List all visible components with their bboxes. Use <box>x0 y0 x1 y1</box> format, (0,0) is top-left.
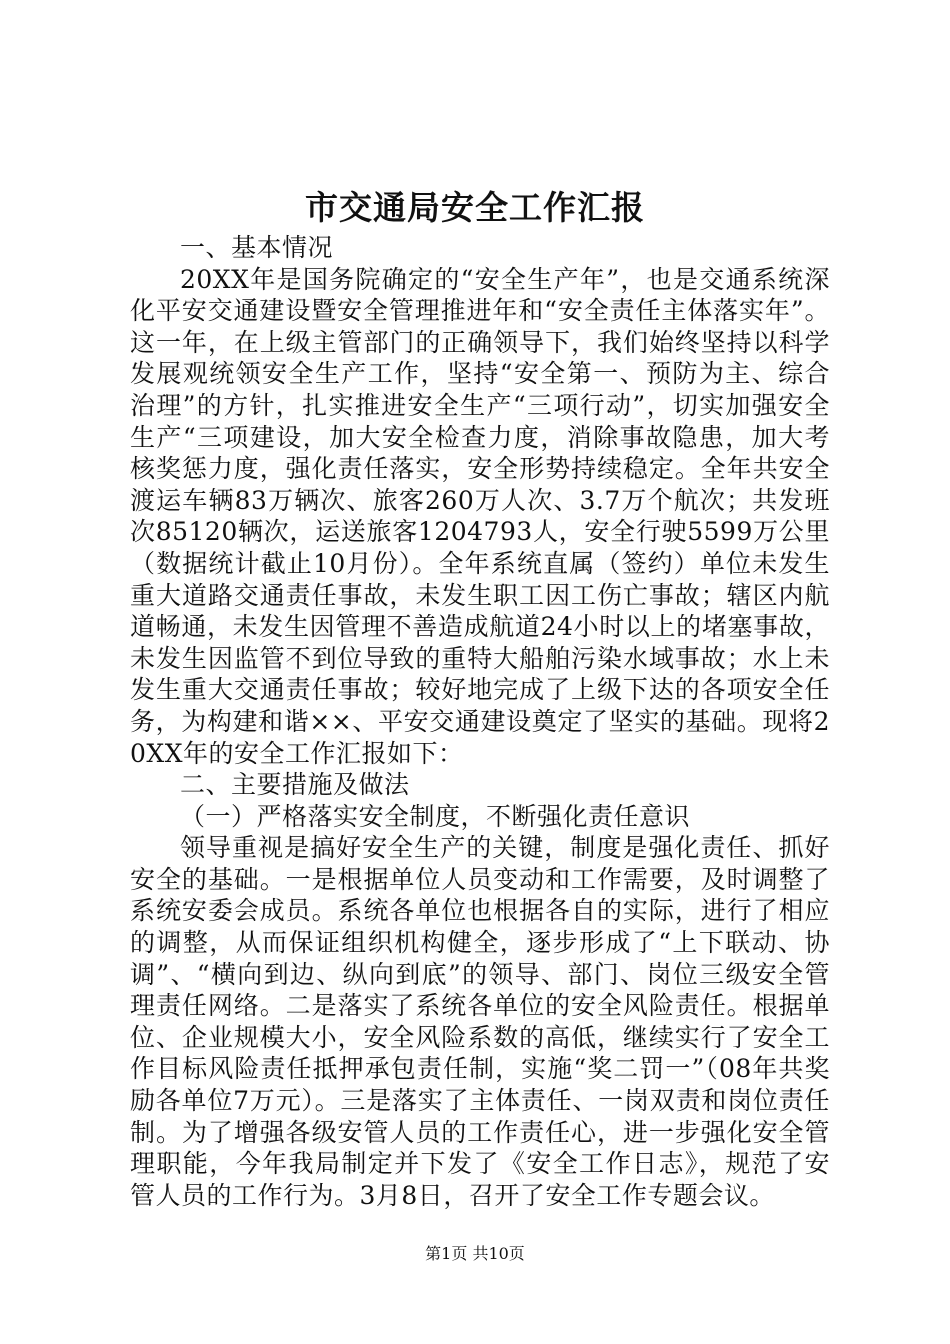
section-heading-main-measures: 二、主要措施及做法 <box>180 770 410 800</box>
document-title: 市交通局安全工作汇报 <box>305 188 645 227</box>
section-heading-basic-situation: 一、基本情况 <box>180 233 334 262</box>
subsection-heading-safety-system: （一）严格落实安全制度，不断强化责任意识 <box>180 801 691 831</box>
document-body <box>130 232 830 1211</box>
page-footer: 第1页 共10页 <box>425 1244 525 1263</box>
paragraph-safety-system: 领导重视是搞好安全生产的关键，制度是强化责任、抓好安全的基础。一是根据单位人员变动和工作需要，及时调整了系统安委会成员。系统各单位也根据各自的实际，进行了相应的调整，从而保证组织机构健全，逐步形成了“上下联动、协调”、“横向到边、纵向到底”的领导、部门、岗位三级安全管理责任网络。二是落实了系统各单位的安全风险责任。根据单位、企业规模大小，安全风险系数的高低，继续实行了安全工作目标风险责任抵押承包责任制，实施“奖二罚一”（08年共奖励各单位7万元）。三是落实了主体责任、一岗双责和岗位责任制。为了增强各级安管人员的工作责任心，进一步强化安全管理职能，今年我局制定并下发了《安全工作日志》，规范了安管人员的工作行为。3月8日，召开了安全工作专题会议。 <box>130 833 830 1210</box>
paragraph-basic-situation: 20XX年是国务院确定的“安全生产年”，也是交通系统深化平安交通建设暨安全管理推进年和“安全责任主体落实年”。这一年，在上级主管部门的正确领导下，我们始终坚持以科学发展观统领安全生产工作，坚持“安全第一、预防为主、综合治理”的方针，扎实推进安全生产“三项行动”，切实加强安全生产“三项建设，加大安全检查力度，消除事故隐患，加大考核奖惩力度，强化责任落实，安全形势持续稳定。全年共安全渡运车辆83万辆次、旅客260万人次、3.7万个航次；共发班次85120辆次，运送旅客1204793人，安全行驶5599万公里（数据统计截止10月份）。全年系统直属（签约）单位未发生重大道路交通责任事故，未发生职工因工伤亡事故；辖区内航道畅通，未发生因管理不善造成航道24小时以上的堵塞事故，未发生因监管不到位导致的重特大船舶污染水域事故；水上未发生重大交通责任事故；较好地完成了上级下达的各项安全任务，为构建和谐××、平安交通建设奠定了坚实的基础。现将20XX年的安全工作汇报如下： <box>130 264 830 768</box>
